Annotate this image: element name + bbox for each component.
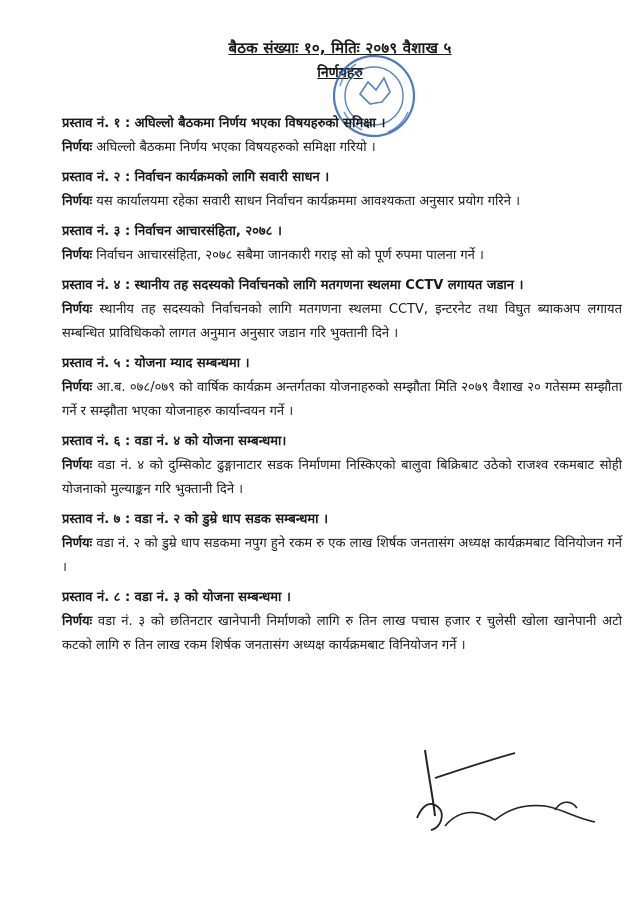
entry — [62, 166, 622, 214]
decision-paragraph — [62, 298, 622, 346]
decision-label: निर्णयः — [62, 380, 93, 395]
proposal-heading: प्रस्ताव नं. ४ : स्थानीय तह सदस्यको निर्वाचनको लागि मतगणना स्थलमा CCTV लगायत जडान । — [62, 278, 524, 293]
decision-label: निर्णयः — [62, 194, 93, 209]
entry — [62, 352, 622, 424]
decision-label: निर्णयः — [62, 614, 93, 629]
decision-paragraph — [62, 136, 622, 160]
entry — [62, 220, 622, 268]
proposal-heading: प्रस्ताव नं. २ : निर्वाचन कार्यक्रमको लागि सवारी साधन । — [62, 170, 330, 185]
decision-text: वडा नं. ३ को छतिनटार खानेपानी निर्माणको लागि रु तिन लाख पचास हजार र चुलेसी खोला खानेपानी अटो कटको लागि रु तिन लाख रकम शिर्षक जनतासंग अध्यक्ष कार्यक्रमबाट विनियोजन गर्ने । — [62, 614, 622, 653]
decision-text: स्थानीय तह सदस्यको निर्वाचनको लागि मतगणना स्थलमा CCTV, इन्टरनेट तथा विघुत ब्याकअप लगायत सम्बन्धित प्राविधिकको लागत अनुमान अनुसार जडान गरि भुक्तानी दिने । — [62, 302, 622, 341]
proposal-heading: प्रस्ताव नं. ३ : निर्वाचन आचारसंहिता, २०७८ । — [62, 224, 282, 239]
handwritten-signature — [405, 738, 615, 848]
decision-paragraph — [62, 532, 622, 580]
proposal-heading: प्रस्ताव नं. ६ : वडा नं. ४ को योजना सम्बन्धमा। — [62, 434, 287, 449]
page-subtitle: निर्णयहरु — [317, 65, 363, 81]
proposal-heading: प्रस्ताव नं. ७ : वडा नं. २ को डुम्रे धाप सडक सम्बन्धमा । — [62, 512, 328, 527]
decision-label: निर्णयः — [62, 248, 93, 263]
minutes-body — [62, 106, 622, 658]
proposal-heading: प्रस्ताव नं. १ : अघिल्लो बैठकमा निर्णय भएका विषयहरुको समिक्षा । — [62, 116, 386, 131]
decision-paragraph — [62, 610, 622, 658]
decision-text: वडा नं. ४ को दुम्सिकोट ढुङ्गानाटार सडक निर्माणमा निस्किएको बालुवा बिक्रिबाट उठेको राजश्व रकमबाट सोही योजनाको मुल्याङ्कन गरि भुक्तानी दिने । — [62, 458, 622, 497]
proposal-heading: प्रस्ताव नं. ८ : वडा नं. ३ को योजना सम्बन्धमा । — [62, 590, 291, 605]
decision-text: आ.ब. ०७८/०७९ को वार्षिक कार्यक्रम अन्तर्गतका योजनाहरुको सम्झौता मिति २०७९ वैशाख २० गतेसम्म सम्झौता गर्ने र सम्झौता भएका योजनाहरु कार्यान्वयन गर्ने । — [62, 380, 622, 419]
decision-text: निर्वाचन आचारसंहिता, २०७८ सबैमा जानकारी गराइ सो को पूर्ण रुपमा पालना गर्ने । — [92, 248, 484, 263]
entry — [62, 508, 622, 580]
decision-text: वडा नं. २ को डुम्रे धाप सडकमा नपुग हुने रकम रु एक लाख शिर्षक जनतासंग अध्यक्ष कार्यक्रमबाट विनियोजन गर्ने । — [62, 536, 622, 575]
entry — [62, 586, 622, 658]
entry — [62, 430, 622, 502]
decision-label: निर्णयः — [62, 140, 93, 155]
page-title: बैठक संख्याः १०, मितिः २०७९ वैशाख ५ — [228, 39, 452, 57]
entry — [62, 112, 622, 160]
entry — [62, 274, 622, 346]
decision-text: यस कार्यालयमा रहेका सवारी साधन निर्वाचन कार्यक्रममा आवश्यकता अनुसार प्रयोग गरिने । — [92, 194, 520, 209]
decision-paragraph — [62, 244, 622, 268]
decision-label: निर्णयः — [62, 458, 93, 473]
proposal-heading: प्रस्ताव नं. ५ : योजना म्याद सम्बन्धमा । — [62, 356, 250, 371]
decision-label: निर्णयः — [62, 536, 93, 551]
decision-paragraph — [62, 190, 622, 214]
decision-paragraph — [62, 454, 622, 502]
decision-paragraph — [62, 376, 622, 424]
decision-label: निर्णयः — [62, 302, 93, 317]
decision-text: अघिल्लो बैठकमा निर्णय भएका विषयहरुको समिक्षा गरियो । — [92, 140, 376, 155]
